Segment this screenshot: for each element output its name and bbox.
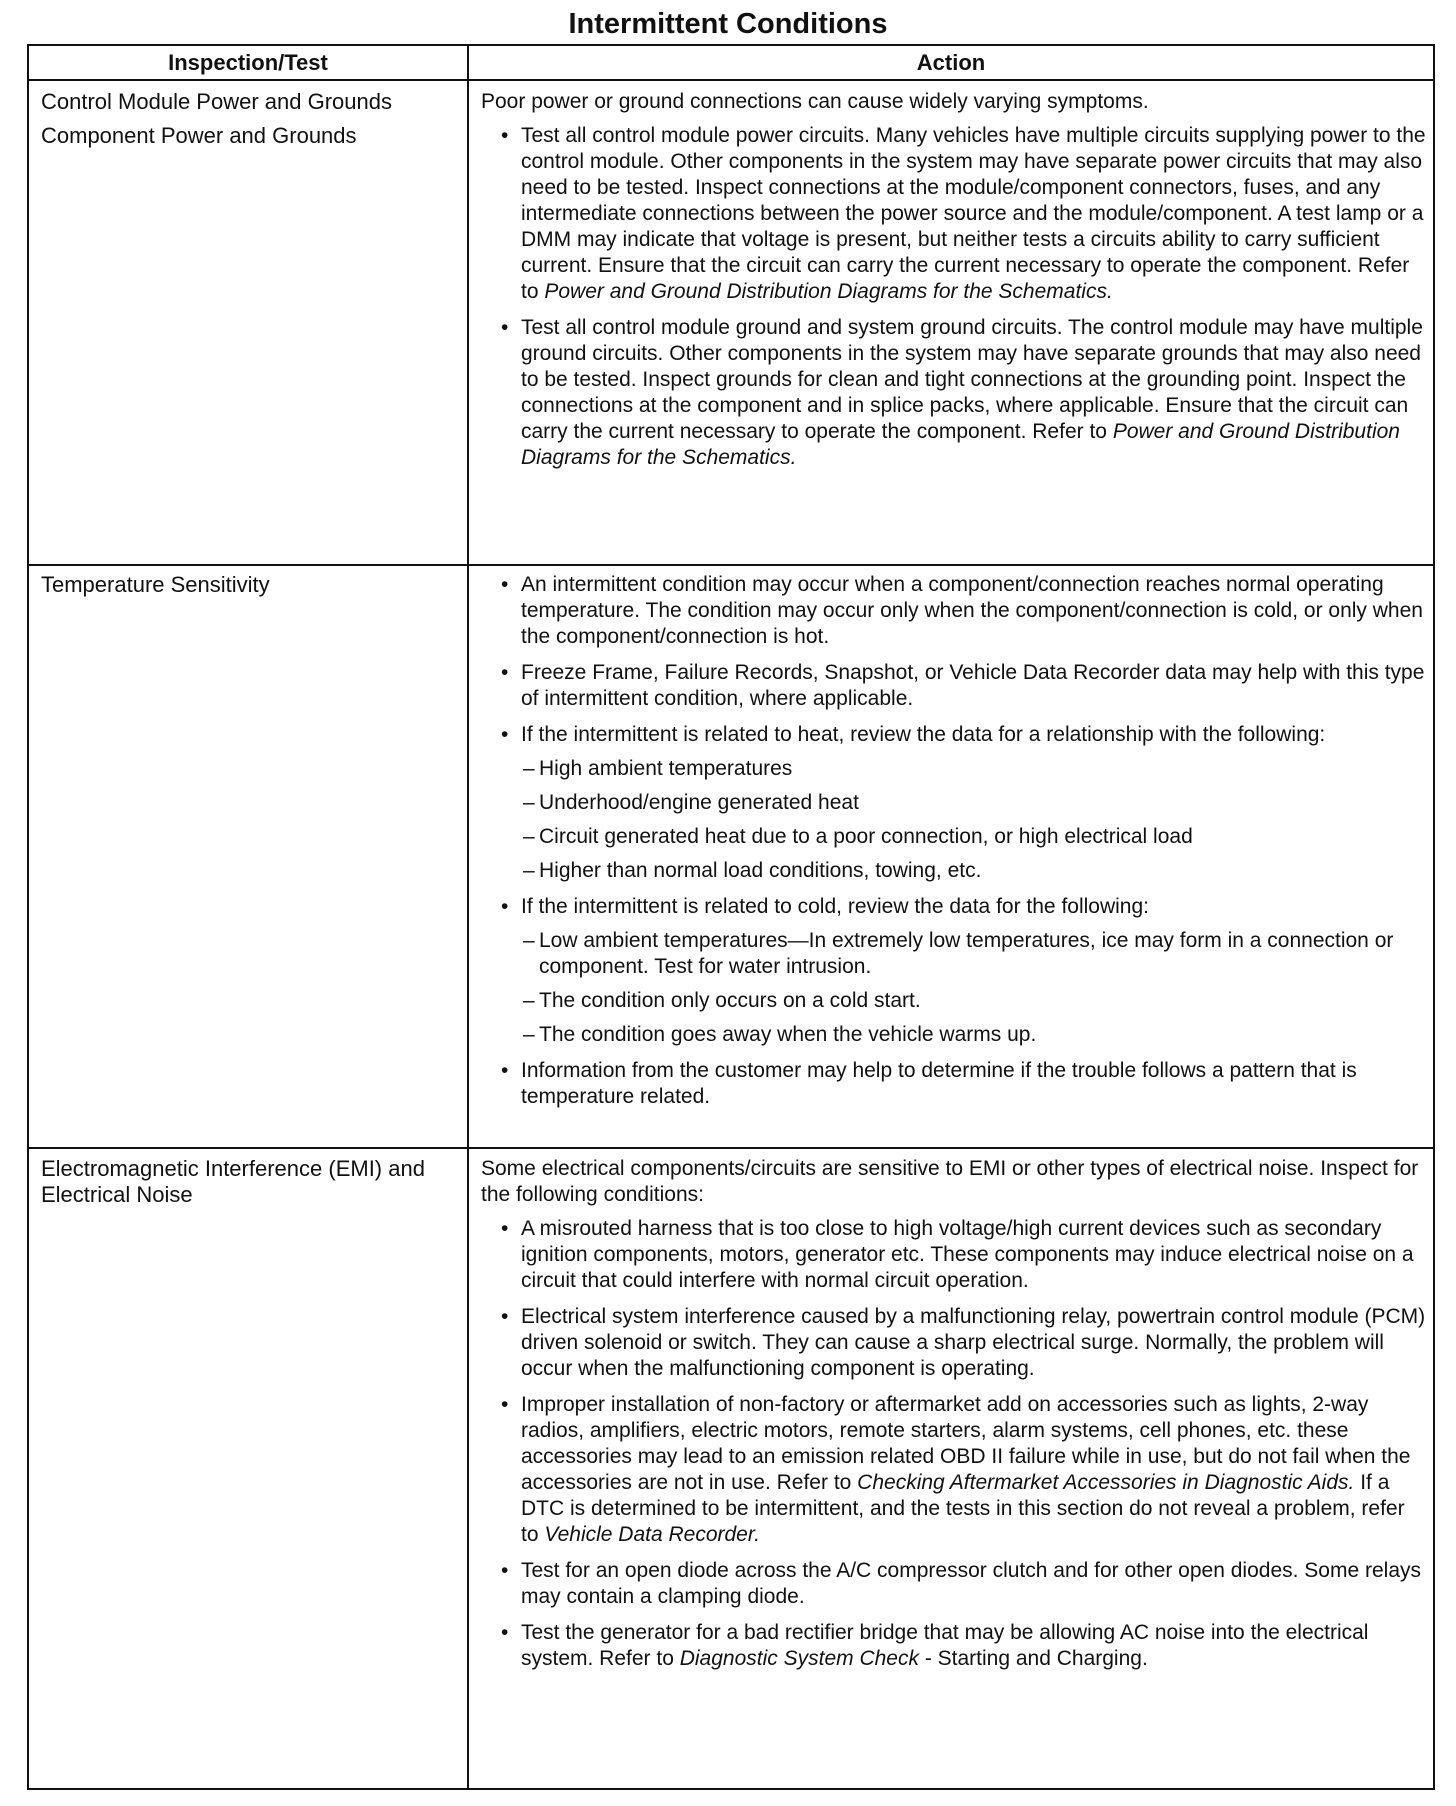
action-bullet: • Improper installation of non-factory or aftermarket add on accessories such as lights, 2-way radios, amplifiers, electric motors, remote starters, alarm systems, cell phones, etc. these accessories may lead to an emission related OBD II failure while in use, but do not fail when the accessories are not in use. Refer to Checking Aftermarket Accessories in Diagnostic Aids. If a DTC is determined to be intermittent, and the tests in this section do not reveal a problem, refer to Vehicle Data Recorder.	[481, 1392, 1426, 1548]
action-subitem: – Low ambient temperatures—In extremely low temperatures, ice may form in a connection or component. Test for water intrusion.	[521, 928, 1426, 980]
action-subitem: – High ambient temperatures	[521, 756, 1426, 782]
row-temperature-inspection	[41, 572, 461, 598]
action-bullet: • If the intermittent is related to cold, review the data for the following: – Low ambient temperatures—In extremely low temperatures, ice may form in a connection or component. Test for water intrusion. – The condition only occurs on a cold start. – The condition goes away when the vehicle warms up.	[481, 894, 1426, 1048]
row-power-ground-inspection	[41, 89, 461, 149]
action-lead: Some electrical components/circuits are sensitive to EMI or other types of electrical noise. Inspect for the following conditions:	[481, 1157, 1419, 1206]
header-inspection: Inspection/Test	[168, 50, 328, 75]
inspection-item: Electromagnetic Interference (EMI) and Electrical Noise	[41, 1156, 425, 1207]
row-divider	[29, 1147, 1433, 1149]
row-divider	[29, 564, 1433, 566]
inspection-item: Control Module Power and Grounds	[41, 89, 392, 114]
intermittent-conditions-table	[27, 44, 1435, 1790]
header-action: Action	[916, 50, 986, 75]
row-emi-action	[481, 1156, 1426, 1682]
action-bullet: • Test all control module ground and system ground circuits. The control module may have multiple ground circuits. Other components in the system may have separate grounds that may also need to be tested. Inspect grounds for clean and tight connections at the grounding point. Inspect the connections at the component and in splice packs, where applicable. Ensure that the circuit can carry the current necessary to operate the component. Refer to Power and Ground Distribution Diagrams for the Schematics.	[481, 315, 1426, 471]
action-bullet: • Electrical system interference caused by a malfunctioning relay, powertrain control module (PCM) driven solenoid or switch. They can cause a sharp electrical surge. Normally, the problem will occur when the malfunctioning component is operating.	[481, 1304, 1426, 1382]
action-bullet: • Freeze Frame, Failure Records, Snapshot, or Vehicle Data Recorder data may help with this type of intermittent condition, where applicable.	[481, 660, 1426, 712]
action-subitem: – The condition only occurs on a cold start.	[521, 988, 1426, 1014]
row-power-ground-action	[481, 89, 1426, 481]
inspection-item: Component Power and Grounds	[41, 123, 357, 148]
inspection-item: Temperature Sensitivity	[41, 572, 270, 597]
page-title: Intermittent Conditions	[568, 8, 888, 40]
action-subitem: – Higher than normal load conditions, towing, etc.	[521, 858, 1426, 884]
action-bullet: • Test for an open diode across the A/C compressor clutch and for other open diodes. Some relays may contain a clamping diode.	[481, 1558, 1426, 1610]
action-subitem: – Underhood/engine generated heat	[521, 790, 1426, 816]
action-subitem: – Circuit generated heat due to a poor connection, or high electrical load	[521, 824, 1426, 850]
action-bullet: • Test all control module power circuits. Many vehicles have multiple circuits supplying power to the control module. Other components in the system may have separate power circuits that may also need to be tested. Inspect connections at the module/component connectors, fuses, and any intermediate connections between the power source and the module/component. A test lamp or a DMM may indicate that voltage is present, but neither tests a circuits ability to carry sufficient current. Ensure that the circuit can carry the current necessary to operate the component. Refer to Power and Ground Distribution Diagrams for the Schematics.	[481, 123, 1426, 305]
action-bullet: • Information from the customer may help to determine if the trouble follows a pattern that is temperature related.	[481, 1058, 1426, 1110]
action-lead: Poor power or ground connections can cause widely varying symptoms.	[481, 90, 1149, 113]
action-bullet: • If the intermittent is related to heat, review the data for a relationship with the following: – High ambient temperatures – Underhood/engine generated heat – Circuit generated heat due to a poor connection, or high electrical load – Higher than normal load conditions, towing, etc.	[481, 722, 1426, 884]
action-bullet: • A misrouted harness that is too close to high voltage/high current devices such as secondary ignition components, motors, generator etc. These components may induce electrical noise on a circuit that could interfere with normal circuit operation.	[481, 1216, 1426, 1294]
row-emi-inspection	[41, 1156, 441, 1208]
header-divider	[29, 79, 1433, 81]
action-subitem: – The condition goes away when the vehicle warms up.	[521, 1022, 1426, 1048]
column-divider	[467, 46, 469, 1788]
action-bullet: • An intermittent condition may occur when a component/connection reaches normal operating temperature. The condition may occur only when the component/connection is cold, or only when the component/connection is hot.	[481, 572, 1426, 650]
action-bullet: • Test the generator for a bad rectifier bridge that may be allowing AC noise into the electrical system. Refer to Diagnostic System Check - Starting and Charging.	[481, 1620, 1426, 1672]
row-temperature-action	[481, 572, 1426, 1120]
